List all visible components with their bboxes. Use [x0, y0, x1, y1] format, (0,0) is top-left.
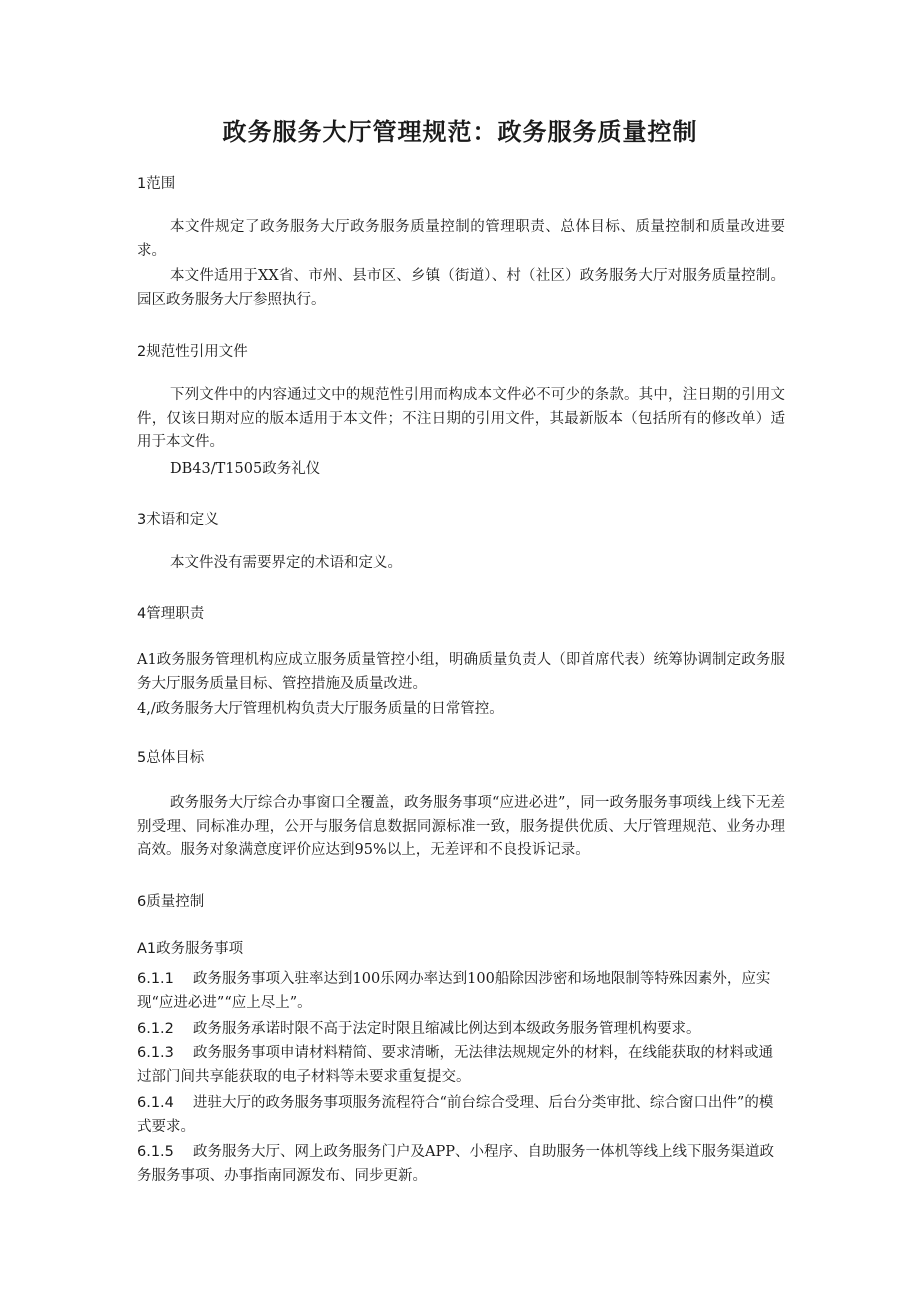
clause-text: 政务服务事项申请材料精简、要求清晰，无法律法规规定外的材料，在线能获取的材料或通过部门间共享能获取的电子材料等未要求重复提交。 [137, 1045, 773, 1085]
section-3-heading: 3术语和定义 [137, 512, 219, 528]
section-6-heading: 6质量控制 [137, 894, 205, 910]
clause-text: 政务服务承诺时限不高于法定时限且缩减比例达到本级政务服务管理机构要求。 [193, 1021, 701, 1037]
clause-text: 进驻大厅的政务服务事项服务流程符合“前台综合受理、后台分类审批、综合窗口出件”的模式要求。 [137, 1095, 774, 1135]
section-1-paragraph-1: 本文件规定了政务服务大厅政务服务质量控制的管理职责、总体目标、质量控制和质量改进要求。 [137, 219, 785, 259]
section-5-paragraph-1: 政务服务大厅综合办事窗口全覆盖，政务服务事项“应进必进”，同一政务服务事项线上线下无差别受理、同标准办理，公开与服务信息数据同源标准一致，服务提供优质、大厅管理规范、业务办理高效。服务对象满意度评价应达到95%以上，无差评和不良投诉记录。 [137, 795, 785, 858]
document-title: 政务服务大厅管理规范：政务服务质量控制 [222, 118, 698, 146]
section-1-paragraph-2: 本文件适用于XX省、市州、县市区、乡镇（街道）、村（社区）政务服务大厅对服务质量控制。园区政务服务大厅参照执行。 [137, 268, 785, 308]
section-4-paragraph-2: 4,/政务服务大厅管理机构负责大厅服务质量的日常管控。 [137, 701, 504, 717]
clause-number: 6.1.2 [137, 1021, 174, 1037]
clause-item [137, 1042, 785, 1089]
section-6-subheading: A1政务服务事项 [137, 941, 244, 957]
section-2-paragraph-1: 下列文件中的内容通过文中的规范性引用而构成本文件必不可少的条款。其中，注日期的引用文件，仅该日期对应的版本适用于本文件；不注日期的引用文件，其最新版本（包括所有的修改单）适用于本文件。 [137, 387, 785, 450]
clause-number: 6.1.1 [137, 971, 174, 987]
clause-item [137, 968, 785, 1015]
section-1-heading: 1范围 [137, 176, 176, 192]
clause-item [137, 1141, 785, 1188]
clause-number: 6.1.5 [137, 1144, 174, 1160]
section-2-heading: 2规范性引用文件 [137, 344, 248, 360]
clause-item [137, 1092, 785, 1139]
clause-item [137, 1018, 785, 1042]
clause-text: 政务服务事项入驻率达到100乐网办率达到100船除因涉密和场地限制等特殊因素外，应实现“应进必进”“应上尽上”。 [137, 971, 771, 1011]
section-4-heading: 4管理职责 [137, 606, 205, 622]
section-3-paragraph-1: 本文件没有需要界定的术语和定义。 [170, 555, 402, 571]
clause-number: 6.1.3 [137, 1045, 174, 1061]
section-5-heading: 5总体目标 [137, 750, 205, 766]
clause-number: 6.1.4 [137, 1095, 174, 1111]
clause-text: 政务服务大厅、网上政务服务门户及APP、小程序、自助服务一体机等线上线下服务渠道政务服务事项、办事指南同源发布、同步更新。 [137, 1144, 774, 1184]
section-2-reference: DB43/T1505政务礼仪 [170, 461, 321, 477]
section-4-paragraph-1: A1政务服务管理机构应成立服务质量管控小组，明确质量负责人（即首席代表）统筹协调制定政务服务大厅服务质量目标、管控措施及质量改进。 [137, 652, 785, 692]
